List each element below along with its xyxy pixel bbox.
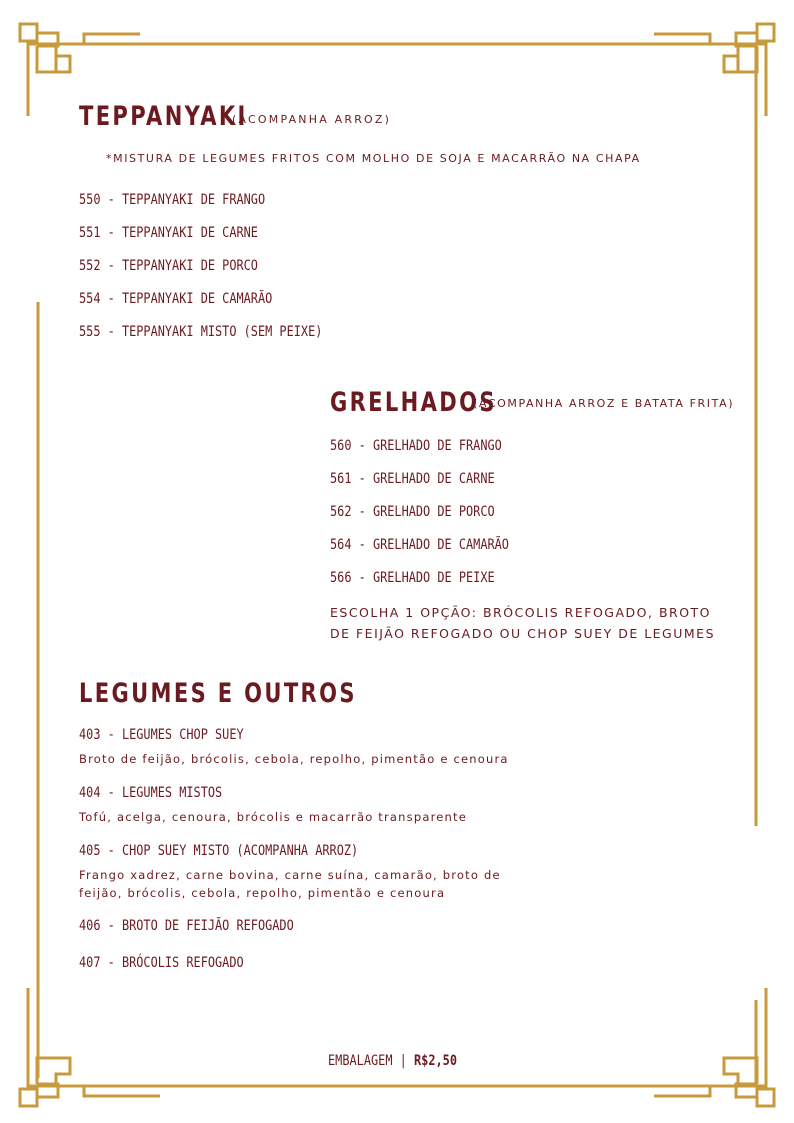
- packaging-price: R$2,50: [413, 1053, 457, 1069]
- menu-item: 554 - TEPPANYAKI DE CAMARÃO: [79, 291, 273, 307]
- menu-item: 560 - GRELHADO DE FRANGO: [330, 438, 502, 454]
- legumes-title: LEGUMES E OUTROS: [79, 678, 357, 709]
- menu-item: 551 - TEPPANYAKI DE CARNE: [79, 225, 258, 241]
- grelhados-choice-line-1: ESCOLHA 1 OPÇÃO: BRÓCOLIS REFOGADO, BROTO: [330, 605, 712, 620]
- corner-ornament-top-right: [654, 24, 774, 826]
- menu-item-description: Broto de feijão, brócolis, cebola, repolho, pimentão e cenoura: [79, 752, 509, 766]
- teppanyaki-title: TEPPANYAKI: [79, 101, 248, 132]
- menu-item: 404 - LEGUMES MISTOS: [79, 785, 223, 801]
- corner-ornament-bottom-left: [20, 988, 160, 1106]
- menu-item-description: Tofú, acelga, cenoura, brócolis e macarrão transparente: [79, 810, 468, 824]
- menu-item: 555 - TEPPANYAKI MISTO (SEM PEIXE): [79, 324, 323, 340]
- menu-item: 406 - BROTO DE FEIJÃO REFOGADO: [79, 918, 294, 934]
- corner-ornament-bottom-right: [654, 988, 774, 1106]
- menu-item-description: feijão, brócolis, cebola, repolho, pimentão e cenoura: [79, 886, 446, 900]
- packaging-fee: [328, 1053, 457, 1069]
- menu-item: 566 - GRELHADO DE PEIXE: [330, 570, 495, 586]
- teppanyaki-subtitle: (ACOMPANHA ARROZ): [232, 113, 392, 126]
- menu-item: 564 - GRELHADO DE CAMARÃO: [330, 537, 509, 553]
- menu-item: 561 - GRELHADO DE CARNE: [330, 471, 495, 487]
- grelhados-choice-line-2: DE FEIJÃO REFOGADO OU CHOP SUEY DE LEGUMES: [330, 626, 716, 641]
- menu-item: 407 - BRÓCOLIS REFOGADO: [79, 955, 244, 971]
- packaging-separator: |: [399, 1053, 407, 1069]
- menu-item: 562 - GRELHADO DE PORCO: [330, 504, 495, 520]
- menu-item: 550 - TEPPANYAKI DE FRANGO: [79, 192, 266, 208]
- packaging-label: EMBALAGEM: [328, 1053, 393, 1069]
- grelhados-subtitle: (ACOMPANHA ARROZ E BATATA FRITA): [473, 397, 735, 410]
- menu-item: 552 - TEPPANYAKI DE PORCO: [79, 258, 258, 274]
- menu-item: 403 - LEGUMES CHOP SUEY: [79, 727, 244, 743]
- teppanyaki-note: *MISTURA DE LEGUMES FRITOS COM MOLHO DE SOJA E MACARRÃO NA CHAPA: [106, 152, 641, 165]
- menu-item: 405 - CHOP SUEY MISTO (ACOMPANHA ARROZ): [79, 843, 359, 859]
- menu-item-description: Frango xadrez, carne bovina, carne suína, camarão, broto de: [79, 868, 501, 882]
- grelhados-title: GRELHADOS: [330, 387, 497, 418]
